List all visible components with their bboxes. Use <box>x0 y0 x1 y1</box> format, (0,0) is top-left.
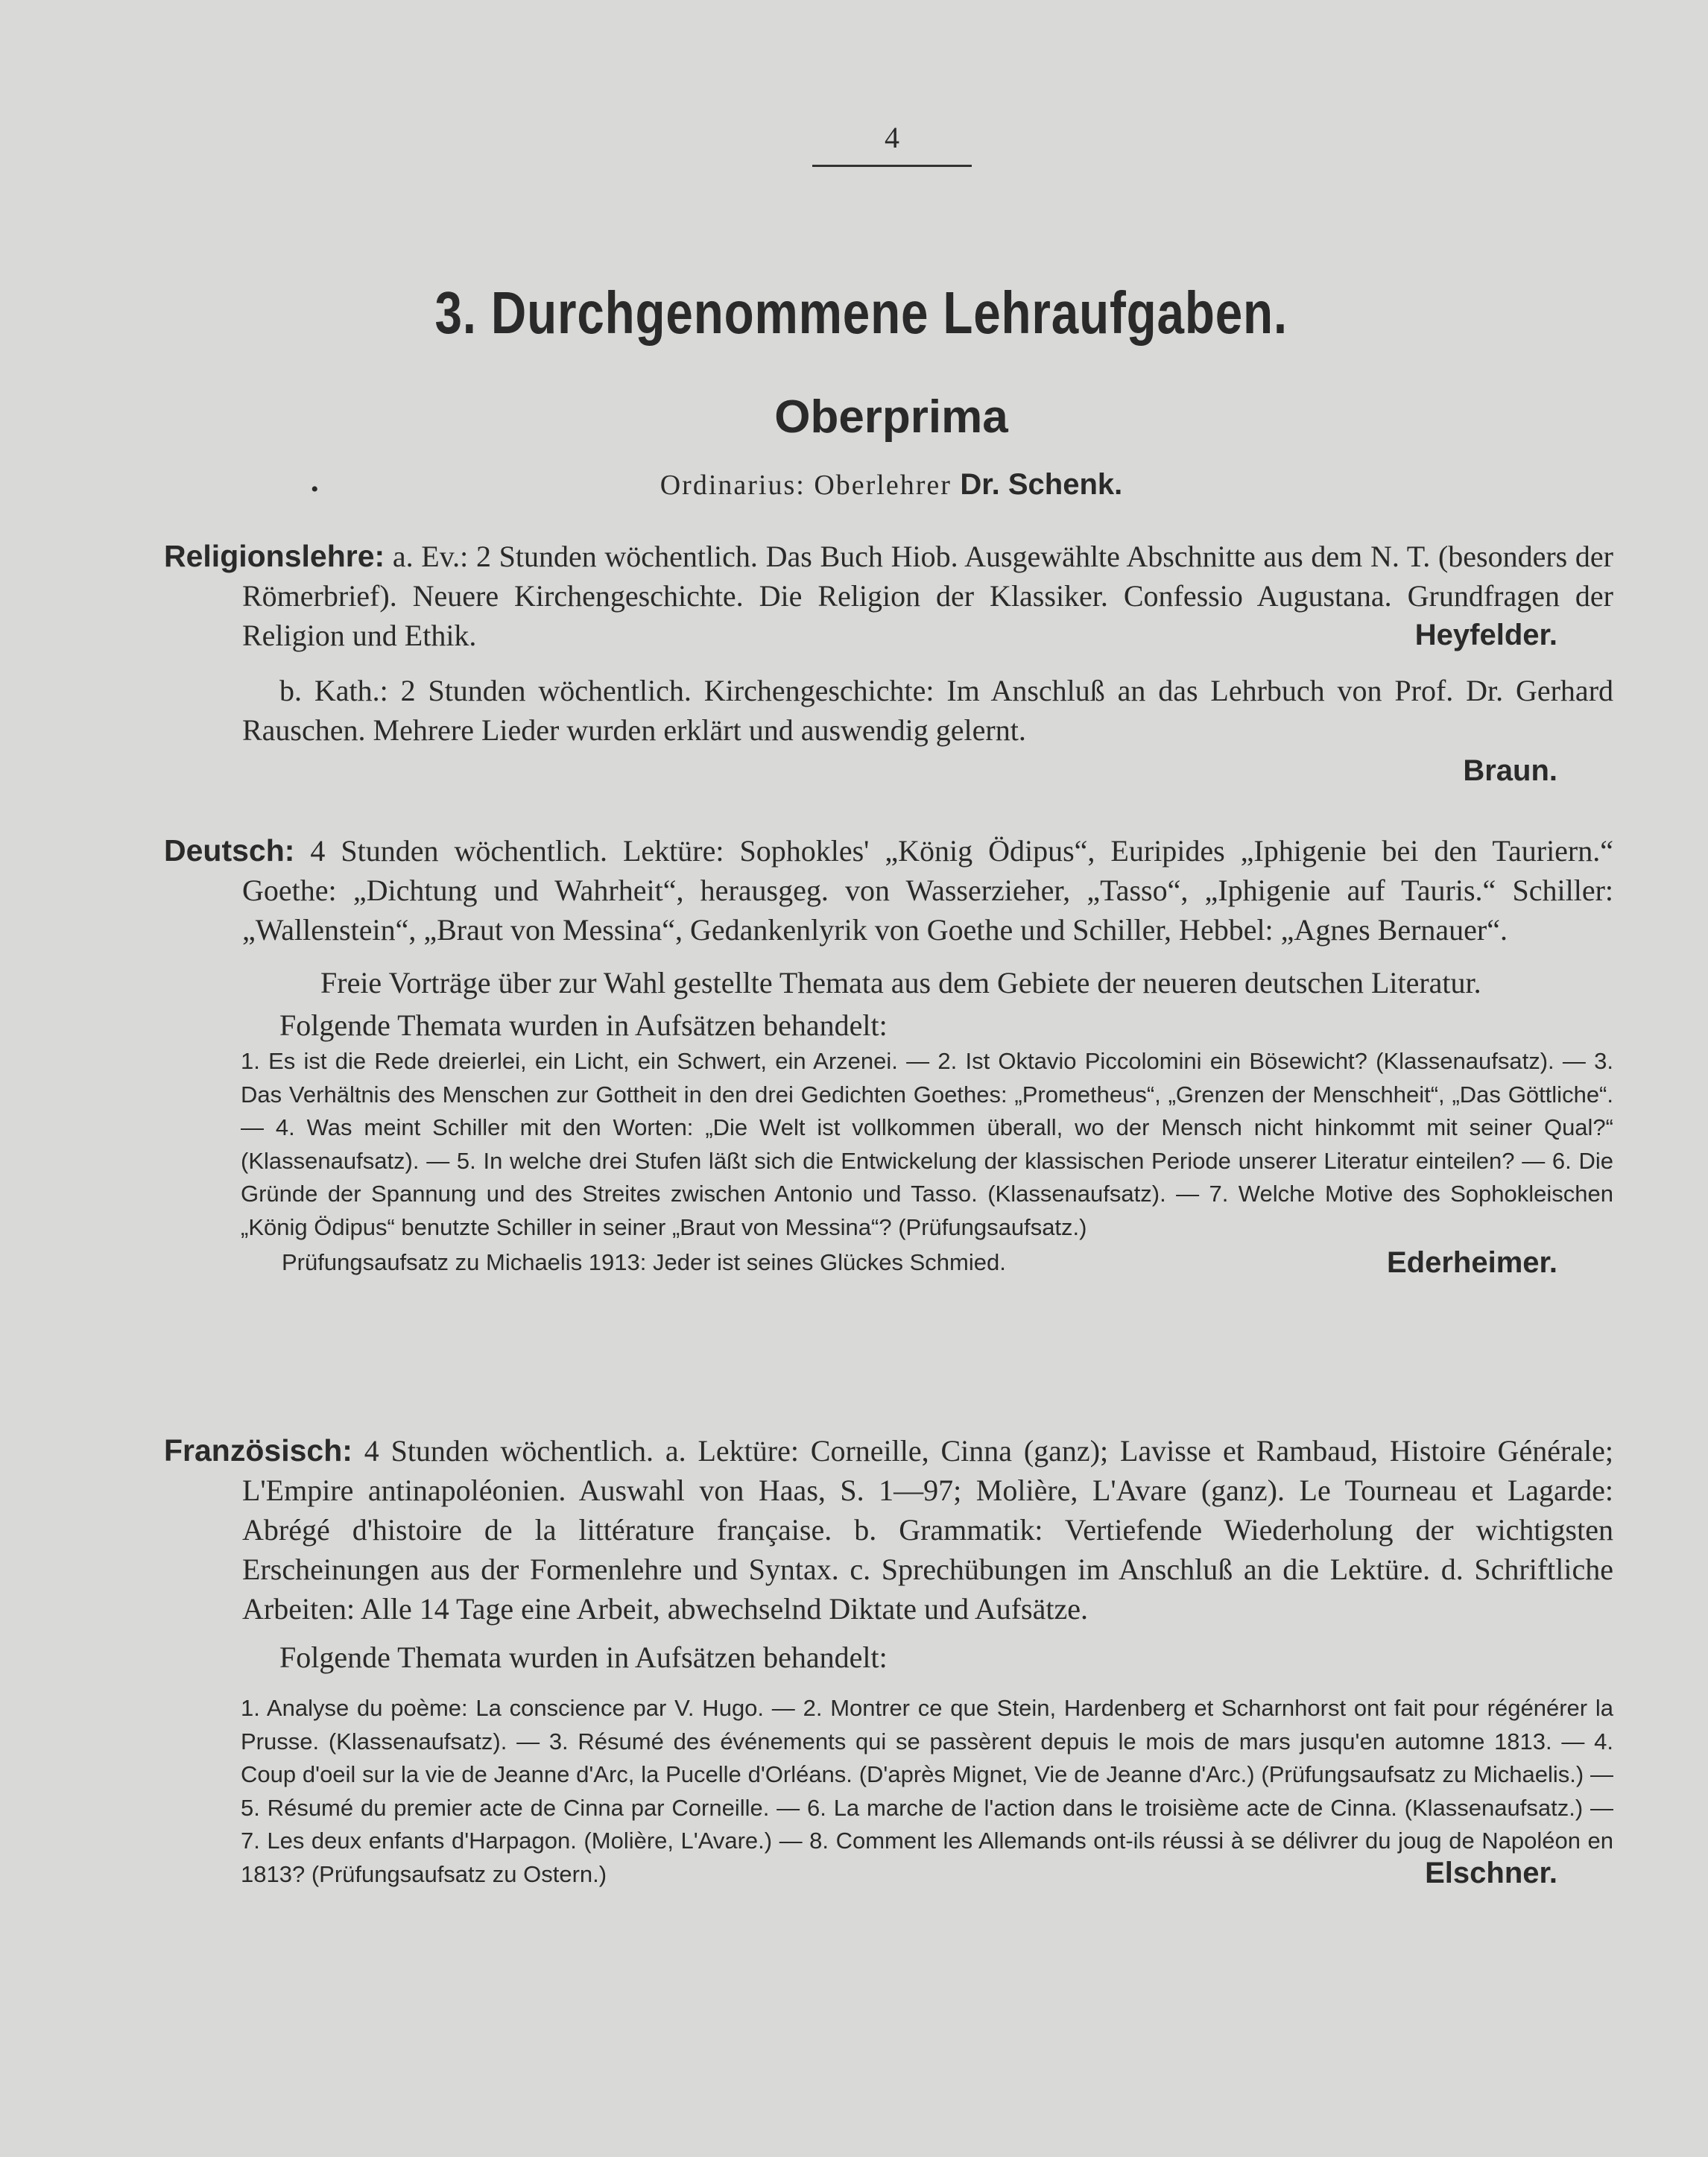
page-number-rule <box>812 165 972 167</box>
religion-part-a-label: a. Ev.: <box>392 540 469 573</box>
deutsch-pruefung <box>164 1244 1613 1281</box>
deutsch-text: 4 Stunden wöchentlich. Lektüre: Sophokles' „König Ödipus“, Euripides „Iphigenie bei den Tauriern.“ Goethe: „Dichtung und Wahrheit“, herausgeg. von Wasserzieher, „Tasso“, „Iphigenie auf Tauris.“ Schiller: „Wallenstein“, „Braut von Messina“, Gedankenlyrik von Goethe und Schiller, Hebbel: „Agnes Bernauer“. <box>242 834 1614 947</box>
stray-dot: • <box>311 477 319 502</box>
deutsch-section <box>164 831 1613 1281</box>
page-number: 4 <box>885 121 899 154</box>
religion-teacher-b: Braun. <box>1463 754 1557 787</box>
section-title: 3. Durchgenommene Lehraufgaben. <box>434 280 1288 346</box>
franzoesisch-themata-intro: Folgende Themata wurden in Aufsätzen behandelt: <box>279 1640 888 1674</box>
franzoesisch-section <box>164 1431 1613 1894</box>
franzoesisch-teacher: Elschner. <box>1425 1857 1557 1889</box>
deutsch-teacher: Ederheimer. <box>1386 1246 1557 1279</box>
religion-part-b-label: b. Kath.: <box>279 674 388 707</box>
deutsch-themata-list: 1. Es ist die Rede dreierlei, ein Licht, ein Schwert, ein Arzenei. — 2. Ist Oktavio Piccolomini ein Bösewicht? (Klassenaufsatz). — 3. Das Verhältnis des Menschen zur Gottheit in den drei Gedichten Goethes: „Prometheus“, „Grenzen der Menschheit“, „Das Göttliche“. — 4. Was meint Schiller mit den Worten: „Die Welt ist vollkommen überall, wo der Mensch nicht hinkommt mit seiner Qual?“ (Klassenaufsatz). — 5. In welche drei Stufen läßt sich die Entwickelung der klassischen Periode unserer Literatur einteilen? — 6. Die Gründe der Spannung und des Streites zwischen Antonio und Tasso. (Klassenaufsatz). — 7. Welche Motive des Sophokleischen „König Ödipus“ benutzte Schiller in seiner „Braut von Messina“? (Prüfungsaufsatz.) <box>241 1048 1613 1240</box>
deutsch-themata-intro: Folgende Themata wurden in Aufsätzen behandelt: <box>279 1008 888 1042</box>
ordinarius-line <box>0 462 1708 508</box>
deutsch-paragraph <box>164 831 1613 950</box>
religion-subject: Religionslehre: <box>164 539 385 573</box>
franzoesisch-themata-list: 1. Analyse du poème: La conscience par V. Hugo. — 2. Montrer ce que Stein, Hardenberg et Scharnhorst ont fait pour régénérer la Prusse. (Klassenaufsatz). — 3. Résumé des événements qui se passèrent depuis le mois de mars jusqu'en automne 1813. — 4. Coup d'oeil sur la vie de Jeanne d'Arc, la Pucelle d'Orléans. (D'après Mignet, Vie de Jeanne d'Arc.) (Prüfungsaufsatz zu Michaelis.) — 5. Résumé du premier acte de Cinna par Corneille. — 6. La marche de l'action dans le troisième acte de Cinna. (Klassenaufsatz.) — 7. Les deux enfants d'Harpagon. (Molière, L'Avare.) — 8. Comment les Allemands ont-ils réussi à se délivrer du joug de Napoléon en 1813? (Prüfungsaufsatz zu Ostern.) <box>241 1695 1613 1887</box>
deutsch-subject: Deutsch: <box>164 833 295 868</box>
religion-teacher-a: Heyfelder. <box>1414 619 1557 651</box>
ordinarius-name: Dr. Schenk. <box>960 468 1123 501</box>
franzoesisch-text: 4 Stunden wöchentlich. a. Lektüre: Corneille, Cinna (ganz); Lavisse et Rambaud, Histoire Générale; L'Empire antinapoléonien. Auswahl von Haas, S. 1—97; Molière, L'Avare (ganz). Le Tourneau et Lagarde: Abrégé d'histoire de la littérature française. b. Grammatik: Vertiefende Wiederholung der wichtigsten Erscheinungen aus der Formenlehre und Syntax. c. Sprechübungen im Anschluß an die Lektüre. d. Schriftliche Arbeiten: Alle 14 Tage eine Arbeit, abwechselnd Diktate und Aufsätze. <box>242 1434 1614 1626</box>
religion-section <box>164 537 1613 792</box>
ordinarius-label: Ordinarius: Oberlehrer <box>660 470 952 501</box>
deutsch-vortraege: Freie Vorträge über zur Wahl gestellte Themata aus dem Gebiete der neueren deutschen Literatur. <box>320 966 1481 999</box>
religion-part-b-text: 2 Stunden wöchentlich. Kirchengeschichte: Im Anschluß an das Lehrbuch von Prof. Dr. Gerhard Rauschen. Mehrere Lieder wurden erklärt und auswendig gelernt. <box>242 674 1614 747</box>
franzoesisch-subject: Französisch: <box>164 1433 352 1468</box>
franzoesisch-paragraph <box>164 1431 1613 1629</box>
religion-kath-paragraph <box>164 671 1613 750</box>
religion-part-a-text: 2 Stunden wöchentlich. Das Buch Hiob. Ausgewählte Abschnitte aus dem N. T. (besonders der Römerbrief). Neuere Kirchengeschichte. Die Religion der Klassiker. Confessio Augustana. Grundfragen der Religion und Ethik. <box>242 540 1613 652</box>
class-heading: Oberprima <box>774 391 1008 443</box>
deutsch-pruefung-text: Prüfungsaufsatz zu Michaelis 1913: Jeder ist seines Glückes Schmied. <box>282 1249 1006 1275</box>
